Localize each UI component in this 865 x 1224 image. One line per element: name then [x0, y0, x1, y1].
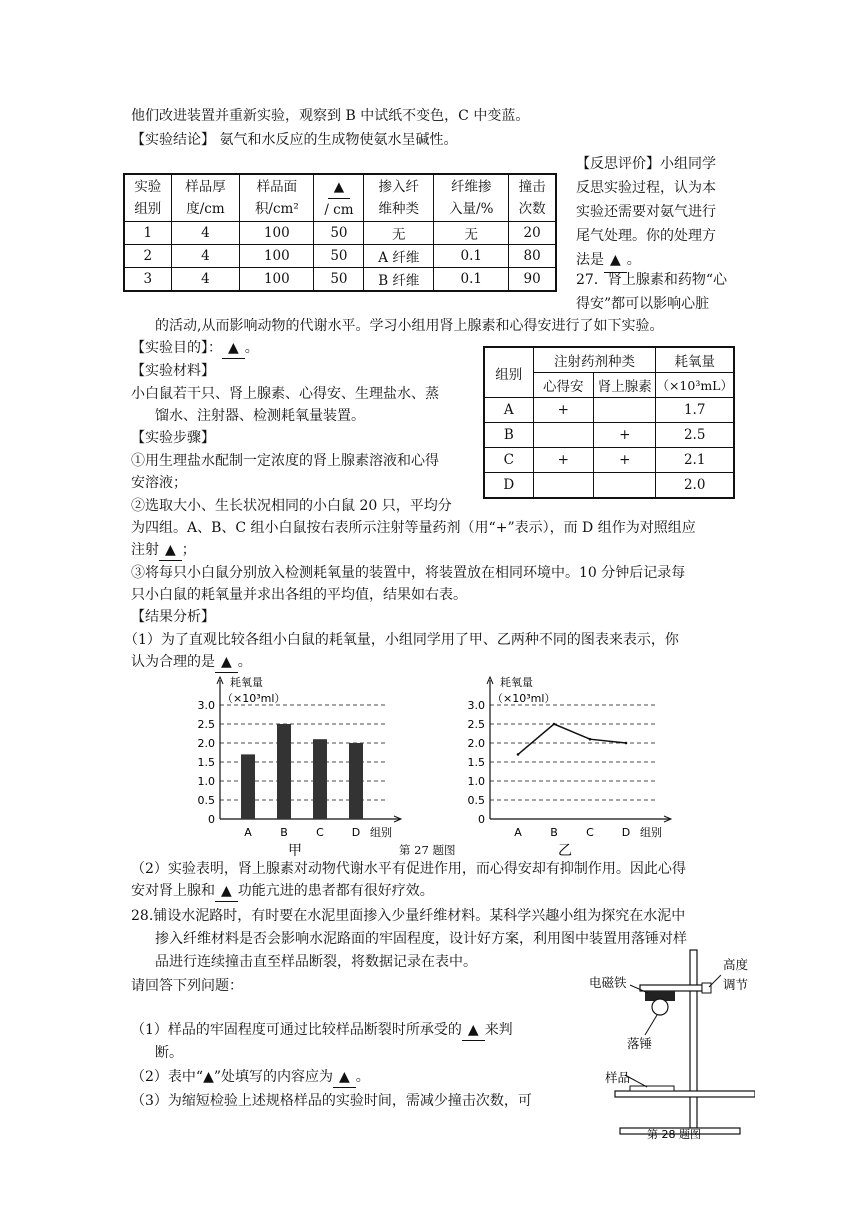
table-header: 心得安 — [533, 373, 593, 398]
q28-question: （2）表中“▲”处填写的内容应为 ▲ 。 — [131, 1067, 370, 1088]
figure-caption: 第 28 题图 — [647, 1128, 701, 1141]
table-row: B + 2.5 — [484, 423, 734, 448]
experiment-purpose: 【实验目的】： ▲ 。 — [131, 338, 259, 359]
table-header: 肾上腺素 — [594, 373, 656, 398]
y-tick-label: 1.0 — [467, 775, 485, 788]
line-chart-yi — [460, 672, 700, 857]
q28-question: （1）样品的牢固程度可通过比较样品断裂时所承受的 ▲ 来判 — [131, 1020, 513, 1041]
x-axis-label: 组别 — [370, 826, 392, 839]
step-text: ②选取大小、生长状况相同的小白鼠 20 只，平均分 — [131, 498, 452, 514]
data-point — [589, 738, 592, 741]
x-tick-label: C — [586, 826, 594, 839]
x-tick-label: B — [280, 826, 288, 839]
arm — [640, 985, 702, 991]
step-text: 安溶液； — [131, 475, 187, 491]
y-axis-unit: （×10³ml） — [492, 692, 556, 705]
y-tick-label: 2.5 — [467, 718, 485, 731]
table-header: 耗氧量 — [656, 347, 734, 373]
height-pointer — [709, 975, 721, 987]
answer-blank[interactable]: ▲ — [215, 881, 238, 902]
data-point — [517, 753, 520, 756]
experiment-conclusion: 【实验结论】 氨气和水反应的生成物使氨水呈碱性。 — [131, 132, 458, 148]
y-axis-unit: （×10³ml） — [222, 692, 286, 705]
bar — [349, 743, 363, 819]
result-text: 安对肾上腺和 ▲ 功能亢进的患者都有很好疗效。 — [131, 881, 434, 902]
bar-chart-jia — [190, 672, 430, 857]
table-header: （×10³mL） — [656, 373, 734, 398]
x-axis-label: 组别 — [640, 826, 662, 839]
step-text: ①用生理盐水配制一定浓度的肾上腺素溶液和心得 — [131, 453, 439, 469]
x-tick-label: D — [621, 826, 631, 839]
table-row: 2 4 100 50 A 纤维 0.1 80 — [124, 245, 556, 268]
table-row: C + + 2.1 — [484, 448, 734, 473]
y-tick-label: 1.0 — [197, 775, 215, 788]
steps-title: 【实验步骤】 — [131, 430, 215, 446]
answer-blank[interactable]: ▲ — [462, 1020, 485, 1041]
drop-hammer-apparatus — [585, 945, 755, 1145]
oxygen-table — [483, 346, 735, 499]
result-text: 认为合理的是 ▲ 。 — [131, 652, 252, 673]
q27-line: 27．肾上腺素和药物“心 — [576, 272, 727, 288]
y-tick-label: 0.5 — [197, 794, 215, 807]
materials-text: 小白鼠若干只、肾上腺素、心得安、生理盐水、蒸 — [131, 386, 439, 402]
answer-blank[interactable]: ▲ — [222, 338, 245, 359]
y-tick-label: 1.5 — [467, 756, 485, 769]
bar — [241, 754, 255, 819]
q28-line: 品进行连续撞击直至样品断裂，将数据记录在表中。 — [155, 954, 477, 970]
hammer-ball — [652, 999, 668, 1015]
series-line — [518, 724, 626, 754]
label-height: 高度 — [723, 957, 749, 972]
label-hammer: 落锤 — [627, 1036, 653, 1051]
table-header-row: 实验 组别 样品厚 度/cm 样品面 积/cm² ▲ / cm 掺入纤 维种类 纤维掺 入量/% 撞击 次数 — [124, 174, 556, 222]
result-text: （1）为了直观比较各组小白鼠的耗氧量，小组同学用了甲、乙两种不同的图表来表示，你 — [124, 632, 679, 648]
result-text: （2）实验表明，肾上腺素对动物代谢水平有促进作用，而心得安却有抑制作用。因此心得 — [131, 861, 686, 877]
table-header: 组别 — [484, 347, 533, 398]
hammer-pointer — [645, 1015, 657, 1035]
table-row: A + 1.7 — [484, 398, 734, 423]
table-header-blank[interactable]: ▲ — [328, 176, 350, 199]
x-tick-label: A — [514, 826, 522, 839]
height-clamp — [702, 983, 711, 993]
data-point — [553, 723, 556, 726]
y-axis-label: 耗氧量 — [230, 676, 263, 689]
q28-question: （3）为缩短检验上述规格样品的实验时间，需减少撞击次数，可 — [131, 1093, 532, 1109]
label-electromagnet: 电磁铁 — [589, 975, 627, 990]
bar — [313, 739, 327, 819]
x-tick-label: C — [316, 826, 324, 839]
fiber-experiment-table — [123, 173, 557, 292]
x-tick-label: D — [351, 826, 361, 839]
label-adjust: 调节 — [723, 977, 749, 992]
q28-line: 28.铺设水泥路时，有时要在水泥里面掺入少量纤维材料。某科学兴趣小组为探究在水泥中 — [131, 908, 686, 924]
y-tick-label: 0.5 — [467, 794, 485, 807]
chart-title: 乙 — [558, 843, 572, 857]
step-text: ③将每只小白鼠分别放入检测耗氧量的装置中，将装置放在相同环境中。10 分钟后记录每 — [131, 565, 686, 581]
step-text: 为四组。A、B、C 组小白鼠按右表所示注射等量药剂（用“+”表示），而 D 组作为对照组应 — [131, 520, 696, 536]
y-tick-label: 2.0 — [467, 737, 485, 750]
y-tick-label: 2.0 — [197, 737, 215, 750]
y-tick-label: 3.0 — [197, 699, 215, 712]
step-text: 注射 ▲ ； — [131, 540, 196, 561]
x-tick-label: B — [550, 826, 558, 839]
materials-text: 馏水、注射器、检测耗氧量装置。 — [155, 408, 365, 424]
answer-blank[interactable]: ▲ — [604, 248, 627, 273]
y-tick-label: 0 — [478, 813, 485, 826]
answer-blank[interactable]: ▲ — [215, 652, 238, 673]
answer-blank[interactable]: ▲ — [159, 540, 182, 561]
intro-line: 他们改进装置并重新实验，观察到 B 中试纸不变色，C 中变蓝。 — [131, 108, 530, 124]
q28-line: 请回答下列问题： — [131, 978, 243, 994]
sample — [630, 1086, 674, 1091]
y-tick-label: 3.0 — [467, 699, 485, 712]
y-tick-label: 0 — [208, 813, 215, 826]
sample-platform — [615, 1091, 755, 1097]
stand-pole — [690, 950, 697, 1128]
step-text: 只小白鼠的耗氧量并求出各组的平均值，结果如右表。 — [131, 587, 467, 603]
bar — [277, 724, 291, 819]
table-row: D 2.0 — [484, 473, 734, 499]
q28-line: 掺入纤维材料是否会影响水泥路面的牢固程度，设计好方案，利用图中装置用落锤对样 — [155, 931, 687, 947]
table-header: 注射药剂种类 — [533, 347, 656, 373]
y-axis-label: 耗氧量 — [500, 676, 533, 689]
x-tick-label: A — [244, 826, 252, 839]
results-title: 【结果分析】 — [131, 609, 215, 625]
figure-caption: 第 27 题图 — [399, 843, 456, 857]
q27-line: 的活动,从而影响动物的代谢水平。学习小组用肾上腺素和心得安进行了如下实验。 — [155, 318, 664, 334]
reflection-block: 【反思评价】小组同学 反思实验过程，认为本 实验还需要对氨气进行 尾气处理。你的处理方 法是 ▲ 。 — [576, 152, 716, 273]
materials-title: 【实验材料】 — [131, 363, 215, 379]
data-point — [625, 742, 628, 745]
table-row: 3 4 100 50 B 纤维 0.1 90 — [124, 268, 556, 292]
q28-question: 断。 — [155, 1045, 183, 1061]
label-sample: 样品 — [605, 1070, 631, 1085]
q27-line: 得安”都可以影响心脏 — [576, 296, 710, 312]
table-row: 1 4 100 50 无 无 20 — [124, 222, 556, 245]
chart-title: 甲 — [288, 843, 302, 857]
y-tick-label: 2.5 — [197, 718, 215, 731]
answer-blank[interactable]: ▲ — [333, 1067, 356, 1088]
y-tick-label: 1.5 — [197, 756, 215, 769]
